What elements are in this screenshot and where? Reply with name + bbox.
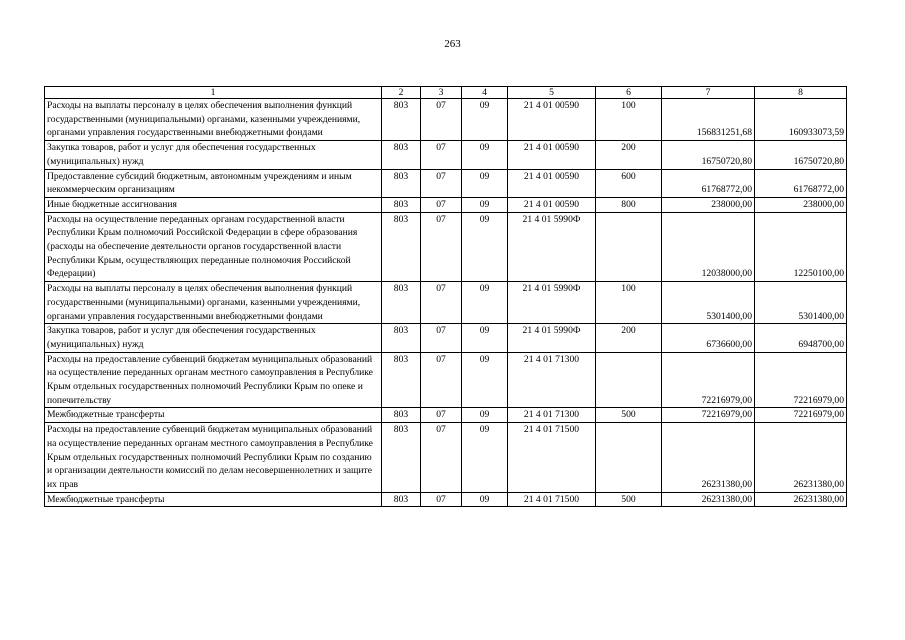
expense-name-cell: Закупка товаров, работ и услуг для обеспечения государственных (муниципальных) нужд xyxy=(45,141,382,169)
expense-name-cell: Предоставление субсидий бюджетным, автономным учреждениям и иным некоммерческим организациям xyxy=(45,169,382,197)
expense-name-cell: Расходы на осуществление переданных органам государственной власти Республики Крым полномочий Российской Федерации в сфере образования (расходы на обеспечение деятельности органов государственной власти Республики Крым, осуществляющих переданные полномочия Российской Федерации) xyxy=(45,212,382,282)
ministry-code-cell: 803 xyxy=(382,352,421,408)
expense-type-cell: 800 xyxy=(596,197,662,212)
amount-cell-col7: 72216979,00 xyxy=(662,408,755,423)
expense-type-cell: 500 xyxy=(596,492,662,507)
page-number: 263 xyxy=(444,38,461,50)
table-row xyxy=(45,99,847,141)
column-header: 5 xyxy=(508,87,596,99)
budget-table xyxy=(44,86,847,507)
target-article-cell: 21 4 01 71300 xyxy=(508,408,596,423)
target-article-cell: 21 4 01 00590 xyxy=(508,169,596,197)
amount-cell-col7: 26231380,00 xyxy=(662,423,755,493)
section-code-cell: 07 xyxy=(421,169,462,197)
table-row xyxy=(45,169,847,197)
section-code-cell: 07 xyxy=(421,197,462,212)
amount-cell-col7: 26231380,00 xyxy=(662,492,755,507)
ministry-code-cell: 803 xyxy=(382,169,421,197)
expense-type-cell: 500 xyxy=(596,408,662,423)
table-header-row xyxy=(45,87,847,99)
table-row xyxy=(45,408,847,423)
amount-cell-col7: 16750720,80 xyxy=(662,141,755,169)
expense-type-cell: 100 xyxy=(596,99,662,141)
section-code-cell: 07 xyxy=(421,324,462,352)
amount-cell-col8: 26231380,00 xyxy=(755,492,847,507)
amount-cell-col8: 61768772,00 xyxy=(755,169,847,197)
amount-cell-col8: 238000,00 xyxy=(755,197,847,212)
amount-cell-col8: 26231380,00 xyxy=(755,423,847,493)
ministry-code-cell: 803 xyxy=(382,99,421,141)
table-row xyxy=(45,324,847,352)
table-row xyxy=(45,423,847,493)
ministry-code-cell: 803 xyxy=(382,212,421,282)
subsection-code-cell: 09 xyxy=(462,423,508,493)
subsection-code-cell: 09 xyxy=(462,352,508,408)
amount-cell-col8: 72216979,00 xyxy=(755,352,847,408)
expense-type-cell xyxy=(596,212,662,282)
amount-cell-col7: 5301400,00 xyxy=(662,282,755,324)
expense-name-cell: Расходы на предоставление субвенций бюджетам муниципальных образований на осуществление переданных органам местного самоуправления в Республике Крым отдельных государственных полномочий Республики Крым по опеке и попечительству xyxy=(45,352,382,408)
target-article-cell: 21 4 01 00590 xyxy=(508,197,596,212)
expense-name-cell: Иные бюджетные ассигнования xyxy=(45,197,382,212)
section-code-cell: 07 xyxy=(421,212,462,282)
table-row xyxy=(45,212,847,282)
subsection-code-cell: 09 xyxy=(462,99,508,141)
target-article-cell: 21 4 01 5990Ф xyxy=(508,324,596,352)
subsection-code-cell: 09 xyxy=(462,408,508,423)
table-row xyxy=(45,492,847,507)
subsection-code-cell: 09 xyxy=(462,282,508,324)
expense-type-cell: 600 xyxy=(596,169,662,197)
ministry-code-cell: 803 xyxy=(382,423,421,493)
section-code-cell: 07 xyxy=(421,282,462,324)
section-code-cell: 07 xyxy=(421,141,462,169)
subsection-code-cell: 09 xyxy=(462,492,508,507)
amount-cell-col8: 16750720,80 xyxy=(755,141,847,169)
target-article-cell: 21 4 01 5990Ф xyxy=(508,282,596,324)
ministry-code-cell: 803 xyxy=(382,282,421,324)
table-row xyxy=(45,352,847,408)
expense-name-cell: Межбюджетные трансферты xyxy=(45,408,382,423)
subsection-code-cell: 09 xyxy=(462,324,508,352)
ministry-code-cell: 803 xyxy=(382,141,421,169)
amount-cell-col8: 72216979,00 xyxy=(755,408,847,423)
ministry-code-cell: 803 xyxy=(382,492,421,507)
ministry-code-cell: 803 xyxy=(382,324,421,352)
target-article-cell: 21 4 01 00590 xyxy=(508,141,596,169)
subsection-code-cell: 09 xyxy=(462,141,508,169)
table-row xyxy=(45,141,847,169)
amount-cell-col7: 72216979,00 xyxy=(662,352,755,408)
target-article-cell: 21 4 01 71500 xyxy=(508,492,596,507)
column-header: 8 xyxy=(755,87,847,99)
amount-cell-col7: 6736600,00 xyxy=(662,324,755,352)
amount-cell-col7: 12038000,00 xyxy=(662,212,755,282)
column-header: 4 xyxy=(462,87,508,99)
expense-name-cell: Расходы на предоставление субвенций бюджетам муниципальных образований на осуществление переданных органам местного самоуправления в Республике Крым отдельных государственных полномочий Республики Крым по созданию и организации деятельности комиссий по делам несовершеннолетних и защите их прав xyxy=(45,423,382,493)
ministry-code-cell: 803 xyxy=(382,408,421,423)
expense-name-cell: Межбюджетные трансферты xyxy=(45,492,382,507)
expense-name-cell: Закупка товаров, работ и услуг для обеспечения государственных (муниципальных) нужд xyxy=(45,324,382,352)
expense-type-cell: 200 xyxy=(596,324,662,352)
amount-cell-col7: 61768772,00 xyxy=(662,169,755,197)
section-code-cell: 07 xyxy=(421,408,462,423)
table-row xyxy=(45,282,847,324)
section-code-cell: 07 xyxy=(421,492,462,507)
amount-cell-col8: 160933073,59 xyxy=(755,99,847,141)
target-article-cell: 21 4 01 71300 xyxy=(508,352,596,408)
table-row xyxy=(45,197,847,212)
amount-cell-col7: 156831251,68 xyxy=(662,99,755,141)
amount-cell-col8: 6948700,00 xyxy=(755,324,847,352)
ministry-code-cell: 803 xyxy=(382,197,421,212)
target-article-cell: 21 4 01 71500 xyxy=(508,423,596,493)
expense-type-cell: 100 xyxy=(596,282,662,324)
amount-cell-col8: 5301400,00 xyxy=(755,282,847,324)
amount-cell-col8: 12250100,00 xyxy=(755,212,847,282)
subsection-code-cell: 09 xyxy=(462,169,508,197)
subsection-code-cell: 09 xyxy=(462,197,508,212)
section-code-cell: 07 xyxy=(421,423,462,493)
column-header: 2 xyxy=(382,87,421,99)
amount-cell-col7: 238000,00 xyxy=(662,197,755,212)
subsection-code-cell: 09 xyxy=(462,212,508,282)
column-header: 3 xyxy=(421,87,462,99)
expense-name-cell: Расходы на выплаты персоналу в целях обеспечения выполнения функций государственными (муниципальными) органами, казенными учреждениями, органами управления государственными внебюджетными фондами xyxy=(45,99,382,141)
expense-type-cell: 200 xyxy=(596,141,662,169)
section-code-cell: 07 xyxy=(421,352,462,408)
column-header: 1 xyxy=(45,87,382,99)
expense-name-cell: Расходы на выплаты персоналу в целях обеспечения выполнения функций государственными (муниципальными) органами, казенными учреждениями, органами управления государственными внебюджетными фондами xyxy=(45,282,382,324)
target-article-cell: 21 4 01 00590 xyxy=(508,99,596,141)
section-code-cell: 07 xyxy=(421,99,462,141)
column-header: 6 xyxy=(596,87,662,99)
target-article-cell: 21 4 01 5990Ф xyxy=(508,212,596,282)
expense-type-cell xyxy=(596,352,662,408)
column-header: 7 xyxy=(662,87,755,99)
expense-type-cell xyxy=(596,423,662,493)
